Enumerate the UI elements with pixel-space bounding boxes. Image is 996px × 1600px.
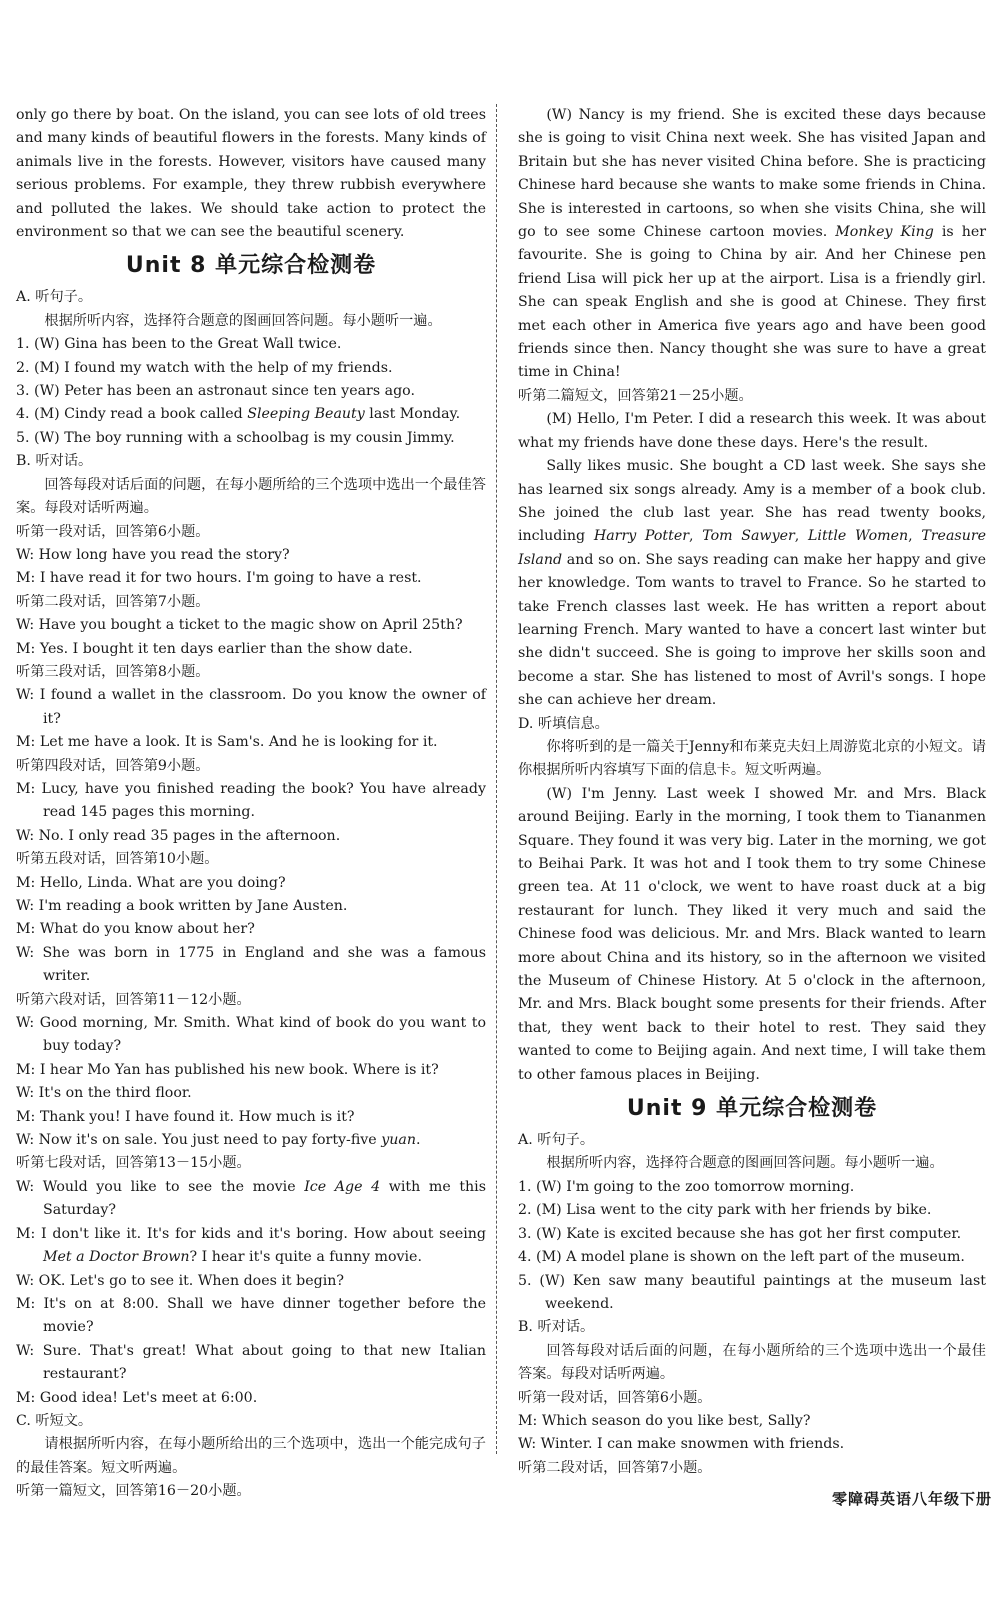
dialogue-line: M: I hear Mo Yan has published his new book. Where is it?: [16, 1061, 439, 1078]
section-d-instruction: 你将听到的是一篇关于Jenny和布莱克夫妇上周游览北京的小短文。请你根据所听内容填写下面的信息卡。短文听两遍。: [518, 738, 986, 779]
dialogue-heading: 听第二段对话，回答第7小题。: [518, 1459, 712, 1476]
passage-two-body: Sally likes music. She bought a CD last week. She says she has learned six songs already. Amy is a member of a book club. She joined the club last year. She has read twenty books, including Harry Potter, Tom Sawyer, Little Women, Treasure Island and so on. She says reading can make her happy and give her knowledge. Tom wants to travel to France. So he started to take French classes last week. He has written a report about learning French. Mary wanted to have a concert last winter but she didn't succeed. She is going to improve her skills soon and become a star. She has listened to most of Avril's songs. I hope she can achieve her dream.: [518, 458, 987, 709]
section-a-instruction: 根据所听内容，选择符合题意的图画回答问题。每小题听一遍。: [546, 1155, 944, 1172]
dialogue-line: M: What do you know about her?: [16, 921, 255, 938]
watermark-stamp: [808, 1512, 978, 1592]
dialogue-line: M: Which season do you like best, Sally?: [518, 1412, 811, 1429]
dialogue-line: W: Have you bought a ticket to the magic show on April 25th?: [16, 617, 463, 634]
book-title-footer: 零障碍英语八年级下册: [831, 1490, 992, 1508]
unit9-title: Unit 9 单元综合检测卷: [626, 1096, 878, 1122]
section-b-instruction: 回答每段对话后面的问题，在每小题所给的三个选项中选出一个最佳答案。每段对话听两遍。: [518, 1342, 986, 1383]
dialogue-line: W: How long have you read the story?: [16, 546, 290, 563]
dialogue-line: M: Lucy, have you finished reading the book? You have already read 145 pages this morning.: [16, 780, 486, 821]
dialogue-heading: 听第四段对话，回答第9小题。: [16, 757, 210, 774]
section-c-heading: C. 听短文。: [16, 1412, 93, 1429]
dialogue-heading: 听第五段对话，回答第10小题。: [16, 851, 219, 868]
page-top-band: [0, 0, 996, 92]
a-item: 1. (W) I'm going to the zoo tomorrow morning.: [518, 1178, 855, 1195]
dialogue-heading: 听第七段对话，回答第13－15小题。: [16, 1155, 251, 1172]
dialogue-heading: 听第六段对话，回答第11－12小题。: [16, 991, 251, 1008]
a-item: 4. (M) Cindy read a book called Sleeping Beauty last Monday.: [16, 406, 461, 423]
a-item: 5. (W) Ken saw many beautiful paintings at the museum last weekend.: [518, 1272, 986, 1312]
a-item: 2. (M) I found my watch with the help of my friends.: [16, 359, 393, 376]
dialogue-line: M: Hello, Linda. What are you doing?: [16, 874, 286, 891]
section-c-instruction: 请根据所听内容，在每小题所给出的三个选项中，选出一个能完成句子的最佳答案。短文听两遍。: [16, 1436, 486, 1476]
dialogue-heading: 听第二段对话，回答第7小题。: [16, 593, 210, 610]
section-b-heading: B. 听对话。: [16, 453, 93, 470]
dialogue-line: M: I don't like it. It's for kids and it's boring. How about seeing Met a Doctor Brown? I hear it's quite a funny movie.: [16, 1225, 486, 1266]
a-item: 1. (W) Gina has been to the Great Wall twice.: [16, 336, 342, 353]
passage-two-intro: (M) Hello, I'm Peter. I did a research this week. It was about what my friends have done these days. Here's the result.: [518, 411, 986, 451]
dialogue-line: W: Would you like to see the movie Ice Age 4 with me this Saturday?: [16, 1178, 486, 1219]
dialogue-line: W: It's on the third floor.: [16, 1085, 192, 1102]
column-divider: [496, 104, 497, 1454]
dialogue-line: M: Let me have a look. It is Sam's. And he is looking for it.: [16, 734, 438, 751]
dialogue-heading: 听第一段对话，回答第6小题。: [16, 523, 210, 540]
dialogue-line: M: Yes. I bought it ten days earlier than the show date.: [16, 640, 413, 657]
section-a-heading: A. 听句子。: [518, 1132, 595, 1149]
section-b-heading: B. 听对话。: [518, 1319, 595, 1336]
dialogue-line: M: Good idea! Let's meet at 6:00.: [16, 1389, 258, 1406]
dialogue-line: W: Good morning, Mr. Smith. What kind of book do you want to buy today?: [16, 1015, 486, 1055]
section-a-heading: A. 听句子。: [16, 289, 93, 306]
right-column: [518, 104, 986, 1480]
dialogue-line: W: I found a wallet in the classroom. Do you know the owner of it?: [16, 687, 486, 727]
passage-one: (W) Nancy is my friend. She is excited these days because she is going to visit China next week. She has visited Japan and Britain but she has never visited China before. She is practicing Chinese hard because she wants to make some friends in China. She is interested in cartoons, so when she visits China, she will go to see some Chinese cartoon movies. Monkey King is her favourite. She is going to China by air. And her Chinese pen friend Lisa will pick her up at the airport. Lisa is a friendly girl. She can speak English and she is good at Chinese. They first met each other in America five years ago and have been good friends since then. Nancy thought she was sure to have a great time in China!: [518, 107, 987, 381]
dialogue-line: M: Thank you! I have found it. How much is it?: [16, 1108, 355, 1125]
dialogue-line: W: I'm reading a book written by Jane Austen.: [16, 898, 348, 914]
unit8-title: Unit 8 单元综合检测卷: [125, 253, 377, 279]
dialogue-line: W: No. I only read 35 pages in the afternoon.: [16, 827, 341, 844]
a-item: 3. (W) Peter has been an astronaut since ten years ago.: [16, 383, 415, 400]
a-item: 2. (M) Lisa went to the city park with her friends by bike.: [518, 1202, 932, 1219]
section-d-heading: D. 听填信息。: [518, 715, 609, 732]
dialogue-line: M: I have read it for two hours. I'm going to have a rest.: [16, 570, 422, 587]
a-item: 4. (M) A model plane is shown on the left part of the museum.: [518, 1249, 965, 1266]
left-column: [16, 104, 486, 1504]
passage-heading: 听第一篇短文，回答第16－20小题。: [16, 1483, 251, 1500]
passage-heading: 听第二篇短文，回答第21－25小题。: [518, 387, 753, 404]
dialogue-line: W: She was born in 1775 in England and she was a famous writer.: [16, 944, 486, 985]
section-b-instruction: 回答每段对话后面的问题，在每小题所给的三个选项中选出一个最佳答案。每段对话听两遍。: [16, 476, 486, 517]
passage-continuation: only go there by boat. On the island, you can see lots of old trees and many kinds of beautiful flowers in the forests. Many kinds of animals live in the forests. However, visitors have caused many serious problems. For example, they threw rubbish everywhere and polluted the lakes. We should take action to protect the environment so that we can see the beautiful scenery.: [16, 107, 486, 241]
section-d-passage: (W) I'm Jenny. Last week I showed Mr. and Mrs. Black around Beijing. Early in the morning, I took them to Tiananmen Square. They found it was very big. Later in the morning, we got to Beihai Park. It was hot and I took them to try some Chinese green tea. At 11 o'clock, we went to have roast duck at a big restaurant for lunch. They liked it very much and said the Chinese food was delicious. Mr. and Mrs. Black wanted to learn more about China and its history, so in the afternoon we visited the Museum of Chinese History. At 5 o'clock in the afternoon, Mr. and Mrs. Black bought some presents for their friends. After that, they went back to their hotel to rest. They said they wanted to come to Beijing again. And next time, I will take them to other famous places in Beijing.: [518, 785, 986, 1083]
dialogue-heading: 听第一段对话，回答第6小题。: [518, 1389, 712, 1406]
dialogue-heading: 听第三段对话，回答第8小题。: [16, 663, 210, 680]
dialogue-line: W: OK. Let's go to see it. When does it begin?: [16, 1272, 344, 1289]
a-item: 3. (W) Kate is excited because she has got her first computer.: [518, 1225, 962, 1242]
section-a-instruction: 根据所听内容，选择符合题意的图画回答问题。每小题听一遍。: [44, 312, 442, 329]
dialogue-line: W: Now it's on sale. You just need to pay forty-five yuan.: [16, 1132, 421, 1149]
dialogue-line: W: Sure. That's great! What about going to that new Italian restaurant?: [16, 1342, 486, 1383]
dialogue-line: W: Winter. I can make snowmen with friends.: [518, 1436, 845, 1453]
dialogue-line: M: It's on at 8:00. Shall we have dinner together before the movie?: [16, 1295, 486, 1336]
a-item: 5. (W) The boy running with a schoolbag is my cousin Jimmy.: [16, 429, 455, 446]
